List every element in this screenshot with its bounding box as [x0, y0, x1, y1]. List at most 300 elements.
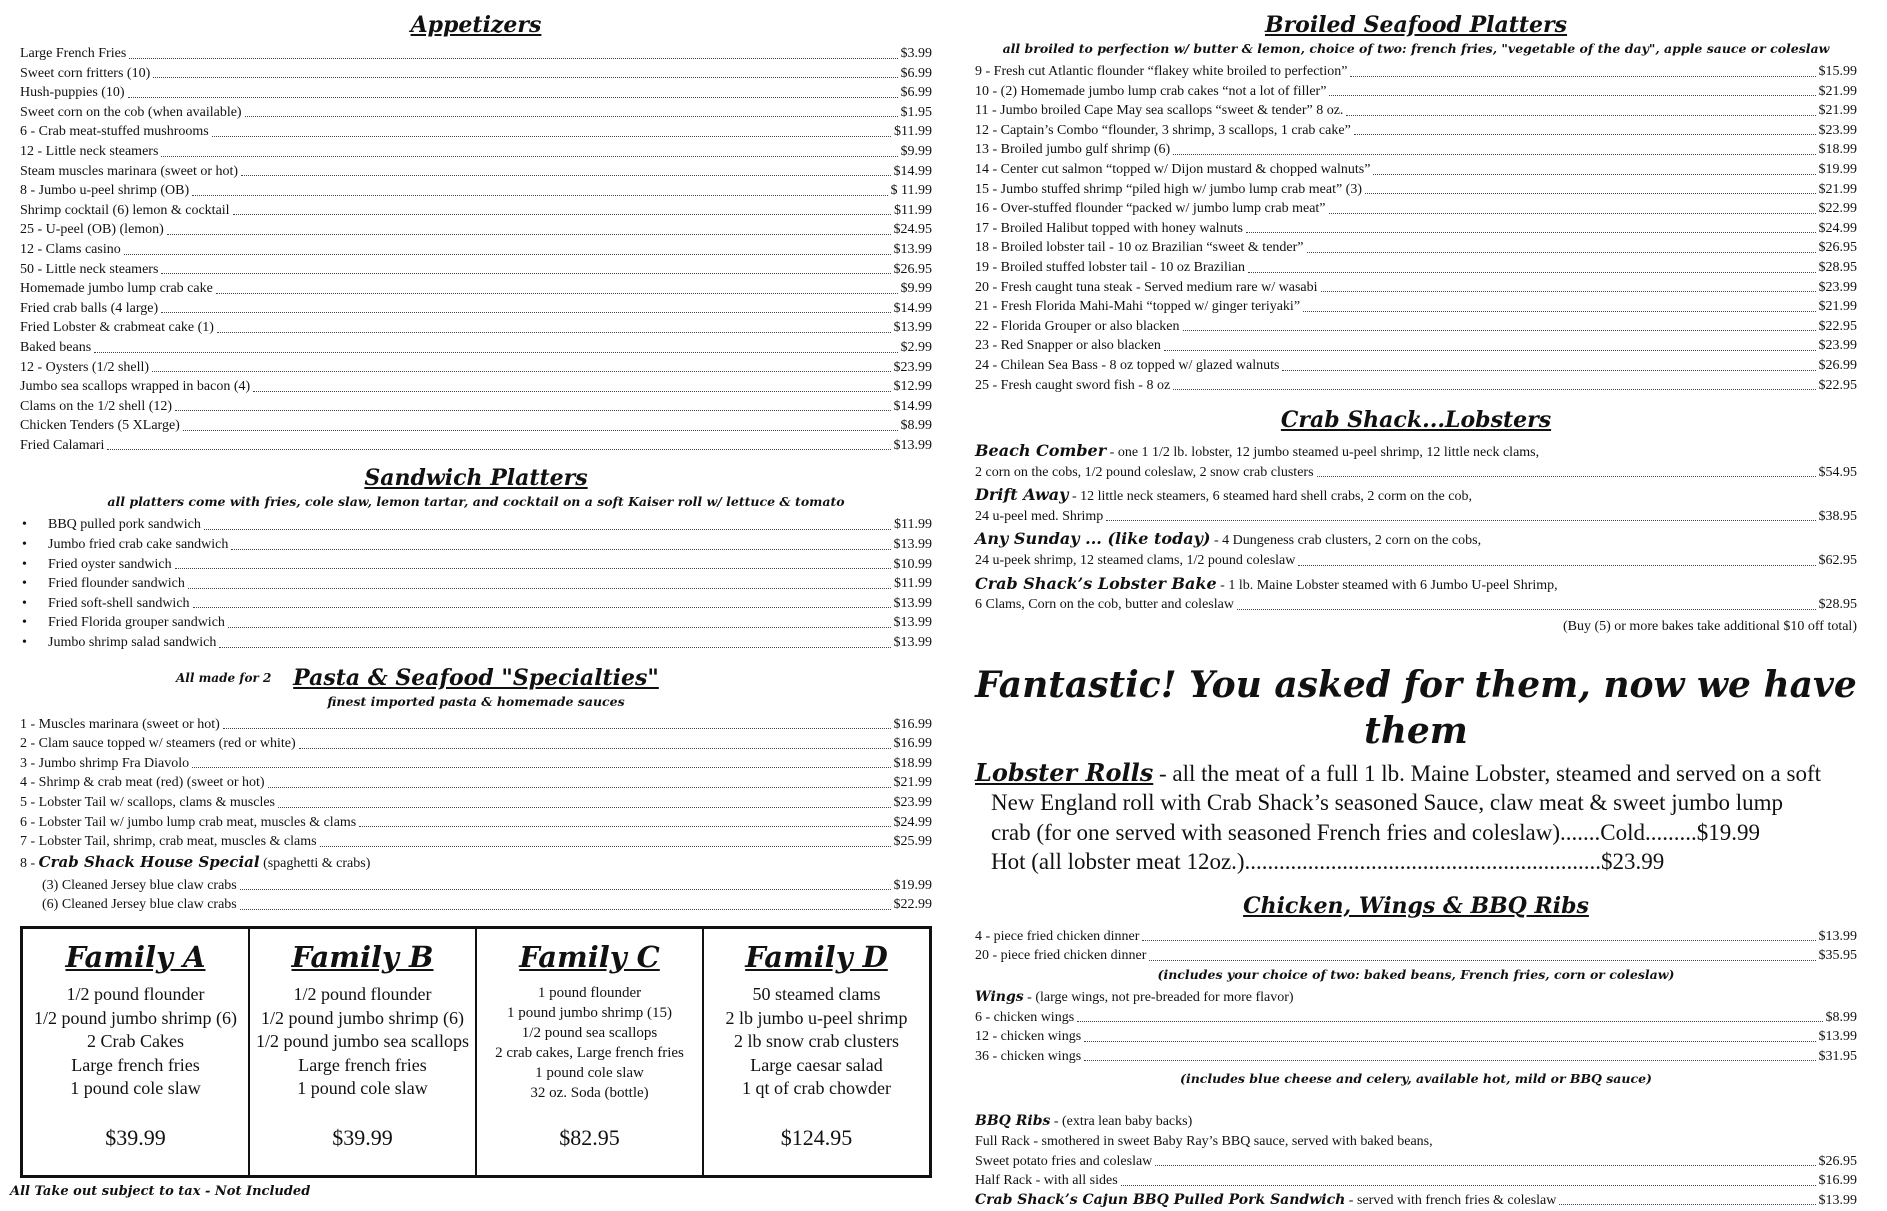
dinner-note: (includes your choice of two: baked beans, French fries, corn or coleslaw)	[1157, 967, 1675, 983]
leader-dots	[152, 371, 890, 372]
menu-item	[20, 83, 932, 103]
item-price: $26.95	[1818, 240, 1857, 256]
menu-item	[975, 258, 1857, 278]
leader-dots	[175, 568, 891, 569]
menu-item	[20, 201, 932, 221]
family-item: 1/2 pound jumbo sea scallops	[256, 1031, 469, 1051]
item-name: 50 - Little neck steamers	[20, 261, 159, 277]
item-price: $14.99	[893, 163, 932, 179]
family-title: Family A	[65, 940, 206, 974]
menu-item	[20, 734, 932, 754]
menu-item	[975, 1008, 1857, 1028]
item-name: 20 - Fresh caught tuna steak - Served medium rare w/ wasabi	[975, 279, 1318, 295]
menu-item	[20, 142, 932, 162]
leader-dots	[1248, 272, 1816, 273]
leader-dots	[1307, 252, 1816, 253]
item-price: $25.99	[893, 834, 932, 850]
item-price: $11.99	[894, 517, 932, 533]
menu-item	[20, 260, 932, 280]
item-name: 24 u-peel med. Shrimp	[975, 508, 1104, 524]
menu-item	[20, 220, 932, 240]
house-special-name: Crab Shack House Special	[38, 852, 260, 871]
leader-dots	[1329, 213, 1816, 214]
leader-dots	[212, 136, 891, 137]
item-price: $21.99	[1818, 83, 1857, 99]
item-price: $22.95	[1818, 318, 1857, 334]
item-name: (3) Cleaned Jersey blue claw crabs	[42, 877, 237, 893]
menu-item	[975, 1171, 1857, 1191]
wings-note: (includes blue cheese and celery, available hot, mild or BBQ sauce)	[1180, 1071, 1652, 1087]
leader-dots	[240, 909, 891, 910]
menu-item	[20, 377, 932, 397]
item-name: • Fried soft-shell sandwich	[48, 595, 190, 611]
house-special-row	[20, 852, 932, 876]
item-price: $28.95	[1818, 259, 1857, 275]
menu-item	[975, 1027, 1857, 1047]
family-box	[477, 929, 704, 1175]
item-price: $38.95	[1818, 508, 1857, 524]
item-price: $22.95	[1818, 377, 1857, 393]
item-name: • Fried flounder sandwich	[48, 576, 185, 592]
family-item: 50 steamed clams	[752, 984, 881, 1004]
family-item: 1 pound flounder	[537, 985, 642, 1001]
lobster-roll-name: Lobster Rolls	[975, 757, 1154, 787]
family-item: 1 pound jumbo shrimp (15)	[507, 1005, 672, 1021]
item-price: $21.99	[1818, 103, 1857, 119]
item-name: • BBQ pulled pork sandwich	[48, 517, 201, 533]
item-name: 6 Clams, Corn on the cob, butter and coleslaw	[975, 597, 1234, 613]
broiled-list	[975, 62, 1857, 395]
item-name: 24 u-peek shrimp, 12 steamed clams, 1/2 pound coleslaw	[975, 553, 1296, 569]
menu-item	[975, 946, 1857, 966]
item-price: $24.95	[893, 222, 932, 238]
menu-item	[975, 1047, 1857, 1067]
leader-dots	[1329, 95, 1815, 96]
item-price: $13.99	[893, 320, 932, 336]
item-name: Half Rack - with all sides	[975, 1173, 1118, 1189]
item-name: 12 - Oysters (1/2 shell)	[20, 359, 150, 375]
item-name: Shrimp cocktail (6) lemon & cocktail	[20, 202, 230, 218]
item-price: $16.99	[893, 716, 932, 732]
item-name: 15 - Jumbo stuffed shrimp “piled high w/ jumbo lump crab meat” (3)	[975, 181, 1363, 197]
item-price: $9.99	[900, 281, 932, 297]
menu-item	[20, 181, 932, 201]
lobster-entry-name: Crab Shack’s Lobster Bake	[975, 573, 1217, 593]
house-special-number: 8 -	[20, 855, 39, 871]
family-title: Family B	[291, 940, 434, 974]
menu-item	[975, 101, 1857, 121]
item-name: (6) Cleaned Jersey blue claw crabs	[42, 897, 237, 913]
family-item: 1/2 pound jumbo shrimp (6)	[261, 1007, 464, 1028]
family-item: Large caesar salad	[750, 1054, 883, 1075]
menu-item	[975, 160, 1857, 180]
leader-dots	[1354, 134, 1816, 135]
pasta-list	[20, 715, 932, 852]
item-name: • Fried Florida grouper sandwich	[48, 615, 225, 631]
sandwich-subtitle: all platters come with fries, cole slaw, lemon tartar, and cocktail on a soft Kaiser roll w/ lettuce & tomato	[107, 494, 845, 510]
leader-dots	[320, 846, 891, 847]
lobster-entry	[975, 441, 1857, 482]
lobster-entry-line2	[975, 507, 1857, 527]
item-name: 22 - Florida Grouper or also blacken	[975, 318, 1180, 334]
lobster-entry-name: Beach Comber	[975, 441, 1107, 461]
menu-item	[975, 82, 1857, 102]
item-price: $13.99	[893, 241, 932, 257]
lobster-entry-line1	[975, 485, 1857, 507]
item-price: $14.99	[893, 300, 932, 316]
menu-item	[20, 122, 932, 142]
leader-dots	[268, 787, 891, 788]
item-name: Sweet corn on the cob (when available)	[20, 104, 242, 120]
menu-item	[975, 219, 1857, 239]
lobster-bake-note: (Buy (5) or more bakes take additional $10 off total)	[1562, 618, 1857, 634]
left-column	[20, 0, 932, 915]
leader-dots	[219, 647, 890, 648]
leader-dots	[240, 889, 891, 890]
footer-note: All Take out subject to tax - Not Included	[10, 1184, 311, 1199]
lobster-roll-line4: Hot (all lobster meat 12oz.)..............................................................$23.99	[991, 849, 1665, 875]
item-price: $8.99	[1825, 1009, 1857, 1025]
lobster-roll-desc: - all the meat of a full 1 lb. Maine Lobster, steamed and served on a soft	[1153, 760, 1822, 786]
lobster-entry-name: Any Sunday ... (like today)	[975, 529, 1211, 549]
item-price: $21.99	[893, 775, 932, 791]
item-name: 18 - Broiled lobster tail - 10 oz Brazilian “sweet & tender”	[975, 240, 1304, 256]
item-name: 3 - Jumbo shrimp Fra Diavolo	[20, 755, 190, 771]
pasta-subtitle: finest imported pasta & homemade sauces	[327, 693, 625, 709]
item-name: 6 - Crab meat-stuffed mushrooms	[20, 124, 209, 140]
item-price: $26.95	[893, 261, 932, 277]
item-price: $21.99	[1818, 181, 1857, 197]
item-name: Clams on the 1/2 shell (12)	[20, 398, 173, 414]
leader-dots	[1183, 330, 1816, 331]
family-price: $39.99	[105, 1125, 166, 1150]
item-price: $11.99	[894, 124, 932, 140]
item-price: $16.99	[893, 736, 932, 752]
menu-item	[975, 1152, 1857, 1172]
item-price: $19.99	[893, 877, 932, 893]
menu-item	[20, 162, 932, 182]
leader-dots	[94, 352, 897, 353]
lobster-list	[975, 441, 1857, 615]
family-item: 1 pound cole slaw	[70, 1078, 201, 1098]
family-title: Family C	[519, 940, 660, 974]
ribs-name: BBQ Ribs	[975, 1113, 1051, 1130]
item-price: $12.99	[893, 379, 932, 395]
leader-dots	[233, 214, 891, 215]
item-price: $54.95	[1818, 464, 1857, 480]
lobster-entry-line2	[975, 595, 1857, 615]
leader-dots	[192, 767, 890, 768]
leader-dots	[241, 175, 890, 176]
item-name: 4 - piece fried chicken dinner	[975, 928, 1140, 944]
menu-item	[20, 279, 932, 299]
item-name: 21 - Fresh Florida Mahi-Mahi “topped w/ ginger teriyaki”	[975, 299, 1301, 315]
lobster-entry-desc: - one 1 1/2 lb. lobster, 12 jumbo steamed u-peel shrimp, 12 little neck clams,	[1106, 445, 1540, 461]
leader-dots	[217, 332, 891, 333]
menu-item	[20, 773, 932, 793]
item-name: 8 - Jumbo u-peel shrimp (OB)	[20, 183, 190, 199]
item-name: Jumbo sea scallops wrapped in bacon (4)	[20, 379, 251, 395]
family-item: 1 qt of crab chowder	[742, 1078, 891, 1098]
leader-dots	[1142, 940, 1815, 941]
pasta-title: Pasta & Seafood "Specialties"	[293, 664, 659, 691]
leader-dots	[175, 410, 890, 411]
family-item: 2 lb jumbo u-peel shrimp	[725, 1007, 908, 1028]
leader-dots	[1173, 389, 1815, 390]
item-price: $13.99	[893, 595, 932, 611]
leader-dots	[1173, 154, 1815, 155]
item-price: $13.99	[893, 437, 932, 453]
menu-item	[20, 594, 932, 614]
item-name: 1 - Muscles marinara (sweet or hot)	[20, 716, 220, 732]
leader-dots	[1084, 1060, 1815, 1061]
menu-item	[20, 240, 932, 260]
right-column	[975, 0, 1857, 1210]
lobster-entry-desc: - 12 little neck steamers, 6 steamed hard shell crabs, 2 corm on the cob,	[1068, 489, 1472, 505]
item-name: 6 - chicken wings	[975, 1009, 1075, 1025]
item-name: Homemade jumbo lump crab cake	[20, 281, 213, 297]
ribs-list	[975, 1152, 1857, 1191]
ribs-header	[975, 1112, 1857, 1132]
leader-dots	[161, 312, 890, 313]
leader-dots	[1155, 1165, 1815, 1166]
item-price: $6.99	[900, 85, 932, 101]
lobster-entry-desc: - 1 lb. Maine Lobster steamed with 6 Jumbo U-peel Shrimp,	[1216, 577, 1558, 593]
lobster-entry	[975, 574, 1857, 615]
menu-item	[20, 535, 932, 555]
leader-dots	[167, 234, 891, 235]
family-item: 1/2 pound flounder	[293, 984, 432, 1004]
item-price: $24.99	[1818, 220, 1857, 236]
wings-list	[975, 1008, 1857, 1067]
family-item: 1/2 pound flounder	[66, 984, 205, 1004]
item-name: Large French Fries	[20, 46, 127, 61]
item-name: Sweet potato fries and coleslaw	[975, 1153, 1153, 1169]
leader-dots	[223, 728, 891, 729]
item-price: $ 11.99	[890, 183, 932, 199]
item-name: 6 - Lobster Tail w/ jumbo lump crab meat, muscles & clams	[20, 814, 357, 830]
pulled-pork-name: Crab Shack’s Cajun BBQ Pulled Pork Sandwich	[975, 1191, 1346, 1208]
family-item: Large french fries	[298, 1054, 427, 1075]
item-name: 12 - chicken wings	[975, 1029, 1082, 1045]
item-price: $13.99	[1818, 1029, 1857, 1045]
item-name: Fried crab balls (4 large)	[20, 300, 159, 316]
item-price: $8.99	[900, 418, 932, 434]
menu-item	[975, 376, 1857, 396]
item-price: $9.99	[900, 143, 932, 159]
item-price: $31.95	[1818, 1048, 1857, 1064]
item-price: $11.99	[894, 202, 932, 218]
item-name: 16 - Over-stuffed flounder “packed w/ jumbo lump crab meat”	[975, 201, 1326, 217]
item-name: 19 - Broiled stuffed lobster tail - 10 oz Brazilian	[975, 259, 1245, 275]
item-price: $62.95	[1818, 553, 1857, 569]
menu-item	[975, 317, 1857, 337]
menu-item	[20, 103, 932, 123]
lobster-entry-line1	[975, 441, 1857, 463]
menu-item	[20, 754, 932, 774]
menu-item	[20, 876, 932, 896]
item-name: 24 - Chilean Sea Bass - 8 oz topped w/ glazed walnuts	[975, 357, 1280, 373]
leader-dots	[193, 607, 891, 608]
item-name: 12 - Clams casino	[20, 241, 121, 257]
leader-dots	[188, 588, 891, 589]
item-price: $1.95	[900, 104, 932, 120]
item-name: 4 - Shrimp & crab meat (red) (sweet or hot)	[20, 775, 265, 791]
item-price: $13.99	[1818, 928, 1857, 944]
leader-dots	[1559, 1204, 1815, 1205]
family-item: 1/2 pound sea scallops	[521, 1025, 658, 1041]
menu-item	[20, 633, 932, 653]
item-name: 25 - Fresh caught sword fish - 8 oz	[975, 377, 1171, 393]
menu-item	[20, 555, 932, 575]
menu-item	[20, 515, 932, 535]
ribs-desc: - (extra lean baby backs)	[1050, 1114, 1193, 1130]
family-deals	[20, 926, 932, 1178]
item-price: $18.99	[1818, 142, 1857, 158]
leader-dots	[231, 549, 890, 550]
item-name: 17 - Broiled Halibut topped with honey walnuts	[975, 220, 1243, 236]
item-name: • Jumbo shrimp salad sandwich	[48, 635, 217, 651]
menu-item	[975, 62, 1857, 82]
item-price: $13.99	[893, 635, 932, 651]
lobster-entry	[975, 529, 1857, 570]
leader-dots	[359, 826, 890, 827]
dinner-list	[975, 927, 1857, 966]
leader-dots	[1298, 565, 1815, 566]
item-name: 12 - Little neck steamers	[20, 143, 159, 159]
item-price: $26.99	[1818, 357, 1857, 373]
ribs-line1: Full Rack - smothered in sweet Baby Ray’s BBQ sauce, served with baked beans,	[975, 1134, 1433, 1149]
menu-item	[975, 336, 1857, 356]
item-price: $3.99	[900, 46, 932, 61]
item-price: $18.99	[893, 755, 932, 771]
family-item: Large french fries	[71, 1054, 200, 1075]
wings-name: Wings	[975, 989, 1024, 1006]
item-price: $15.99	[1818, 64, 1857, 79]
appetizers-title: Appetizers	[410, 12, 542, 38]
lobster-entry-desc: - 4 Dungeness crab clusters, 2 corn on the cobs,	[1210, 533, 1482, 549]
family-title: Family D	[745, 940, 888, 974]
item-name: 9 - Fresh cut Atlantic flounder “flakey white broiled to perfection”	[975, 64, 1348, 79]
leader-dots	[1317, 476, 1816, 477]
menu-item	[975, 297, 1857, 317]
menu-item	[20, 436, 932, 456]
item-price: $23.99	[1818, 122, 1857, 138]
leader-dots	[1106, 520, 1815, 521]
family-item: 1 pound cole slaw	[535, 1065, 644, 1081]
leader-dots	[1303, 311, 1815, 312]
leader-dots	[1321, 291, 1816, 292]
lobsters-title: Crab Shack...Lobsters	[1280, 407, 1552, 434]
family-item: 1/2 pound jumbo shrimp (6)	[34, 1007, 237, 1028]
fantastic-title: Fantastic! You asked for them, now we have them	[975, 663, 1857, 752]
leader-dots	[1077, 1021, 1822, 1022]
sandwich-list	[20, 515, 932, 652]
item-price: $16.99	[1818, 1173, 1857, 1189]
leader-dots	[1237, 609, 1816, 610]
item-price: $23.99	[893, 359, 932, 375]
item-name: 20 - piece fried chicken dinner	[975, 948, 1147, 964]
menu-item	[20, 397, 932, 417]
menu-item	[975, 278, 1857, 298]
menu-item	[20, 715, 932, 735]
menu-item	[20, 895, 932, 915]
appetizers-list	[20, 44, 932, 455]
broiled-subtitle: all broiled to perfection w/ butter & lemon, choice of two: french fries, "vegetable of the day", apple sauce or coleslaw	[1002, 41, 1830, 56]
leader-dots	[1350, 76, 1815, 77]
item-name: 2 corn on the cobs, 1/2 pound coleslaw, 2 snow crab clusters	[975, 464, 1314, 480]
item-name: Steam muscles marinara (sweet or hot)	[20, 163, 239, 179]
menu-item	[20, 793, 932, 813]
item-name: Sweet corn fritters (10)	[20, 65, 151, 81]
item-name: 11 - Jumbo broiled Cape May sea scallops “sweet & tender” 8 oz.	[975, 103, 1344, 119]
item-price: $22.99	[1818, 201, 1857, 217]
leader-dots	[192, 195, 887, 196]
leader-dots	[245, 116, 898, 117]
item-price: $19.99	[1818, 161, 1857, 177]
leader-dots	[228, 627, 891, 628]
menu-item	[20, 574, 932, 594]
family-item: 2 crab cakes, Large french fries	[495, 1045, 684, 1061]
item-price: $23.99	[1818, 279, 1857, 295]
lobster-entry-line2	[975, 463, 1857, 483]
wings-header	[975, 988, 1857, 1008]
item-price: $22.99	[893, 897, 932, 913]
menu-item	[20, 613, 932, 633]
menu-item	[20, 299, 932, 319]
lobster-roll-line3: crab (for one served with seasoned French fries and coleslaw).......Cold.........$19.99	[991, 819, 1761, 845]
item-price: $23.99	[1818, 338, 1857, 354]
lobster-roll-line1	[975, 758, 1857, 789]
lobster-entry-line1	[975, 574, 1857, 596]
item-price: $10.99	[893, 556, 932, 572]
menu-item	[975, 180, 1857, 200]
item-price: $28.95	[1818, 597, 1857, 613]
item-name: Fried Lobster & crabmeat cake (1)	[20, 320, 214, 336]
menu-item	[975, 140, 1857, 160]
family-price: $124.95	[780, 1125, 853, 1150]
leader-dots	[183, 430, 898, 431]
item-name: 14 - Center cut salmon “topped w/ Dijon mustard & chopped walnuts”	[975, 161, 1371, 177]
menu-item	[975, 121, 1857, 141]
family-item: 32 oz. Soda (bottle)	[530, 1085, 649, 1101]
family-box	[704, 929, 929, 1175]
lobster-entry-line2	[975, 551, 1857, 571]
item-price: $6.99	[900, 65, 932, 81]
menu-item	[20, 318, 932, 338]
leader-dots	[1346, 115, 1815, 116]
item-name: Baked beans	[20, 339, 92, 355]
family-box	[250, 929, 477, 1175]
item-name: 25 - U-peel (OB) (lemon)	[20, 222, 164, 238]
item-price: $26.95	[1818, 1153, 1857, 1169]
menu-item	[975, 199, 1857, 219]
family-item: 1 pound cole slaw	[297, 1078, 428, 1098]
leader-dots	[161, 273, 890, 274]
lobster-entry	[975, 485, 1857, 526]
leader-dots	[1373, 174, 1815, 175]
leader-dots	[1084, 1041, 1815, 1042]
chicken-title: Chicken, Wings & BBQ Ribs	[1243, 892, 1589, 919]
item-price: $2.99	[900, 339, 932, 355]
pulled-pork-row	[975, 1191, 1857, 1211]
item-name: 13 - Broiled jumbo gulf shrimp (6)	[975, 142, 1171, 158]
item-price: $11.99	[894, 576, 932, 592]
house-special-desc: (spaghetti & crabs)	[259, 855, 371, 871]
leader-dots	[1246, 232, 1816, 233]
item-price: $13.99	[893, 615, 932, 631]
pulled-pork-desc: - served with french fries & coleslaw	[1345, 1192, 1557, 1208]
